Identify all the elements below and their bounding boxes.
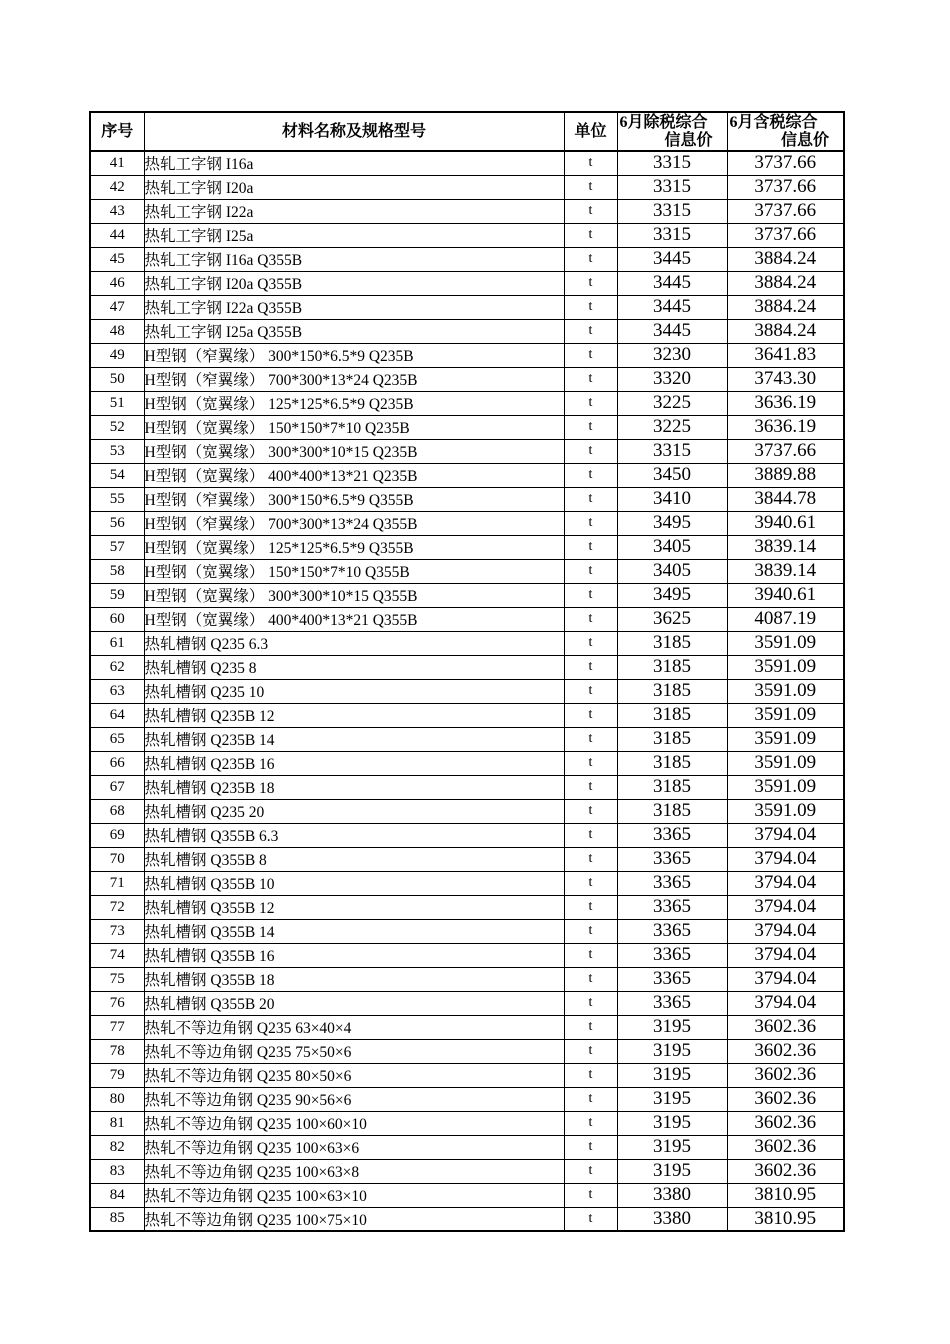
col-header-price-inctax	[727, 112, 844, 151]
cell-material-name: 热轧槽钢 Q355B 8	[144, 847, 564, 871]
cell-unit: t	[564, 943, 617, 967]
table-row	[90, 679, 844, 703]
cell-price-extax: 3195	[617, 1039, 727, 1063]
table-row	[90, 487, 844, 511]
cell-unit: t	[564, 559, 617, 583]
cell-unit: t	[564, 487, 617, 511]
cell-material-name: H型钢（宽翼缘） 400*400*13*21 Q355B	[144, 607, 564, 631]
cell-price-inctax: 3737.66	[727, 439, 844, 463]
cell-serial-number: 66	[90, 751, 144, 775]
cell-price-inctax: 3602.36	[727, 1111, 844, 1135]
cell-material-name: 热轧槽钢 Q355B 6.3	[144, 823, 564, 847]
cell-material-name: 热轧不等边角钢 Q235 63×40×4	[144, 1015, 564, 1039]
cell-serial-number: 59	[90, 583, 144, 607]
cell-serial-number: 72	[90, 895, 144, 919]
header-row	[90, 112, 844, 151]
cell-serial-number: 61	[90, 631, 144, 655]
table-row	[90, 367, 844, 391]
cell-price-extax: 3185	[617, 799, 727, 823]
cell-unit: t	[564, 703, 617, 727]
cell-price-extax: 3185	[617, 727, 727, 751]
cell-material-name: 热轧工字钢 I20a Q355B	[144, 271, 564, 295]
cell-price-extax: 3195	[617, 1159, 727, 1183]
cell-price-extax: 3365	[617, 919, 727, 943]
cell-price-extax: 3225	[617, 391, 727, 415]
cell-material-name: 热轧不等边角钢 Q235 100×60×10	[144, 1111, 564, 1135]
table-row	[90, 463, 844, 487]
cell-price-extax: 3315	[617, 175, 727, 199]
cell-price-inctax: 3591.09	[727, 799, 844, 823]
cell-price-inctax: 3794.04	[727, 847, 844, 871]
cell-serial-number: 69	[90, 823, 144, 847]
cell-material-name: 热轧工字钢 I25a	[144, 223, 564, 247]
cell-unit: t	[564, 1207, 617, 1231]
cell-material-name: 热轧工字钢 I16a Q355B	[144, 247, 564, 271]
cell-unit: t	[564, 1039, 617, 1063]
cell-price-extax: 3445	[617, 247, 727, 271]
cell-serial-number: 43	[90, 199, 144, 223]
table-row	[90, 391, 844, 415]
cell-serial-number: 48	[90, 319, 144, 343]
cell-serial-number: 46	[90, 271, 144, 295]
cell-serial-number: 62	[90, 655, 144, 679]
cell-price-inctax: 3591.09	[727, 631, 844, 655]
cell-material-name: 热轧工字钢 I22a	[144, 199, 564, 223]
cell-material-name: H型钢（窄翼缘） 700*300*13*24 Q235B	[144, 367, 564, 391]
cell-price-extax: 3445	[617, 295, 727, 319]
cell-material-name: 热轧槽钢 Q235B 12	[144, 703, 564, 727]
table-row	[90, 943, 844, 967]
cell-serial-number: 54	[90, 463, 144, 487]
cell-material-name: 热轧槽钢 Q235B 14	[144, 727, 564, 751]
cell-material-name: 热轧槽钢 Q235 8	[144, 655, 564, 679]
cell-price-inctax: 3602.36	[727, 1063, 844, 1087]
cell-price-inctax: 3940.61	[727, 583, 844, 607]
cell-material-name: 热轧槽钢 Q235B 16	[144, 751, 564, 775]
cell-unit: t	[564, 631, 617, 655]
cell-price-inctax: 3884.24	[727, 295, 844, 319]
col-header-unit: 单位	[564, 112, 617, 151]
cell-material-name: 热轧工字钢 I25a Q355B	[144, 319, 564, 343]
cell-unit: t	[564, 247, 617, 271]
cell-price-inctax: 3737.66	[727, 223, 844, 247]
cell-serial-number: 50	[90, 367, 144, 391]
cell-unit: t	[564, 1015, 617, 1039]
cell-unit: t	[564, 1135, 617, 1159]
cell-price-extax: 3315	[617, 151, 727, 175]
cell-serial-number: 42	[90, 175, 144, 199]
cell-price-extax: 3195	[617, 1063, 727, 1087]
cell-price-extax: 3365	[617, 991, 727, 1015]
cell-serial-number: 44	[90, 223, 144, 247]
cell-price-extax: 3185	[617, 751, 727, 775]
cell-serial-number: 81	[90, 1111, 144, 1135]
cell-material-name: 热轧槽钢 Q355B 18	[144, 967, 564, 991]
table-row	[90, 991, 844, 1015]
cell-unit: t	[564, 919, 617, 943]
cell-price-extax: 3185	[617, 775, 727, 799]
cell-material-name: 热轧槽钢 Q355B 10	[144, 871, 564, 895]
cell-material-name: 热轧不等边角钢 Q235 75×50×6	[144, 1039, 564, 1063]
cell-material-name: 热轧工字钢 I20a	[144, 175, 564, 199]
cell-price-extax: 3495	[617, 583, 727, 607]
cell-material-name: H型钢（窄翼缘） 700*300*13*24 Q355B	[144, 511, 564, 535]
table-row	[90, 175, 844, 199]
cell-price-inctax: 4087.19	[727, 607, 844, 631]
cell-price-extax: 3405	[617, 559, 727, 583]
cell-price-inctax: 3844.78	[727, 487, 844, 511]
cell-serial-number: 57	[90, 535, 144, 559]
cell-unit: t	[564, 223, 617, 247]
table-row	[90, 199, 844, 223]
cell-serial-number: 41	[90, 151, 144, 175]
cell-material-name: 热轧工字钢 I22a Q355B	[144, 295, 564, 319]
cell-unit: t	[564, 679, 617, 703]
cell-price-inctax: 3591.09	[727, 655, 844, 679]
table-row	[90, 343, 844, 367]
cell-price-inctax: 3602.36	[727, 1087, 844, 1111]
cell-unit: t	[564, 199, 617, 223]
cell-unit: t	[564, 511, 617, 535]
cell-price-inctax: 3602.36	[727, 1159, 844, 1183]
cell-price-inctax: 3810.95	[727, 1183, 844, 1207]
cell-price-inctax: 3794.04	[727, 991, 844, 1015]
cell-unit: t	[564, 727, 617, 751]
cell-price-extax: 3445	[617, 271, 727, 295]
cell-serial-number: 55	[90, 487, 144, 511]
cell-price-inctax: 3794.04	[727, 943, 844, 967]
table-row	[90, 535, 844, 559]
cell-price-inctax: 3839.14	[727, 535, 844, 559]
cell-serial-number: 85	[90, 1207, 144, 1231]
cell-unit: t	[564, 583, 617, 607]
cell-material-name: 热轧不等边角钢 Q235 80×50×6	[144, 1063, 564, 1087]
col-header-material-name: 材料名称及规格型号	[144, 112, 564, 151]
cell-unit: t	[564, 367, 617, 391]
cell-material-name: H型钢（宽翼缘） 300*300*10*15 Q355B	[144, 583, 564, 607]
cell-serial-number: 70	[90, 847, 144, 871]
cell-price-inctax: 3884.24	[727, 271, 844, 295]
cell-price-extax: 3185	[617, 655, 727, 679]
cell-price-extax: 3230	[617, 343, 727, 367]
cell-unit: t	[564, 1063, 617, 1087]
col-header-serial: 序号	[90, 112, 144, 151]
cell-serial-number: 80	[90, 1087, 144, 1111]
cell-unit: t	[564, 751, 617, 775]
cell-price-inctax: 3839.14	[727, 559, 844, 583]
cell-serial-number: 77	[90, 1015, 144, 1039]
cell-unit: t	[564, 439, 617, 463]
cell-price-extax: 3185	[617, 679, 727, 703]
cell-serial-number: 76	[90, 991, 144, 1015]
cell-price-extax: 3365	[617, 967, 727, 991]
cell-material-name: 热轧不等边角钢 Q235 100×63×10	[144, 1183, 564, 1207]
table-row	[90, 703, 844, 727]
cell-unit: t	[564, 655, 617, 679]
table-row	[90, 775, 844, 799]
cell-material-name: 热轧槽钢 Q235 10	[144, 679, 564, 703]
table-row	[90, 223, 844, 247]
cell-price-extax: 3225	[617, 415, 727, 439]
cell-price-extax: 3185	[617, 631, 727, 655]
cell-unit: t	[564, 319, 617, 343]
cell-serial-number: 53	[90, 439, 144, 463]
cell-price-inctax: 3889.88	[727, 463, 844, 487]
cell-price-extax: 3320	[617, 367, 727, 391]
cell-unit: t	[564, 1111, 617, 1135]
cell-material-name: H型钢（宽翼缘） 150*150*7*10 Q235B	[144, 415, 564, 439]
table-row	[90, 1159, 844, 1183]
table-row	[90, 511, 844, 535]
cell-serial-number: 73	[90, 919, 144, 943]
cell-material-name: 热轧不等边角钢 Q235 100×63×8	[144, 1159, 564, 1183]
cell-price-extax: 3410	[617, 487, 727, 511]
cell-price-extax: 3315	[617, 199, 727, 223]
cell-unit: t	[564, 799, 617, 823]
cell-price-inctax: 3810.95	[727, 1207, 844, 1231]
cell-unit: t	[564, 847, 617, 871]
cell-price-extax: 3195	[617, 1015, 727, 1039]
cell-price-inctax: 3794.04	[727, 919, 844, 943]
table-row	[90, 1183, 844, 1207]
cell-price-extax: 3445	[617, 319, 727, 343]
cell-price-inctax: 3591.09	[727, 775, 844, 799]
cell-price-inctax: 3602.36	[727, 1039, 844, 1063]
cell-price-extax: 3365	[617, 823, 727, 847]
col-header-price-inctax-line2: 信息价	[780, 131, 829, 149]
cell-unit: t	[564, 1159, 617, 1183]
cell-unit: t	[564, 775, 617, 799]
cell-price-inctax: 3591.09	[727, 727, 844, 751]
cell-price-inctax: 3636.19	[727, 415, 844, 439]
cell-material-name: 热轧不等边角钢 Q235 100×63×6	[144, 1135, 564, 1159]
table-header	[90, 112, 844, 151]
cell-serial-number: 60	[90, 607, 144, 631]
table-row	[90, 1111, 844, 1135]
cell-serial-number: 56	[90, 511, 144, 535]
table-row	[90, 247, 844, 271]
cell-unit: t	[564, 415, 617, 439]
cell-unit: t	[564, 343, 617, 367]
cell-serial-number: 84	[90, 1183, 144, 1207]
table-row	[90, 1135, 844, 1159]
cell-unit: t	[564, 871, 617, 895]
cell-unit: t	[564, 535, 617, 559]
cell-material-name: 热轧槽钢 Q355B 12	[144, 895, 564, 919]
cell-serial-number: 47	[90, 295, 144, 319]
cell-price-inctax: 3794.04	[727, 895, 844, 919]
cell-price-extax: 3450	[617, 463, 727, 487]
cell-price-extax: 3365	[617, 943, 727, 967]
cell-serial-number: 65	[90, 727, 144, 751]
table-row	[90, 319, 844, 343]
cell-price-extax: 3365	[617, 895, 727, 919]
cell-serial-number: 51	[90, 391, 144, 415]
cell-material-name: 热轧槽钢 Q355B 16	[144, 943, 564, 967]
cell-material-name: 热轧槽钢 Q235 20	[144, 799, 564, 823]
cell-unit: t	[564, 1183, 617, 1207]
cell-material-name: H型钢（宽翼缘） 125*125*6.5*9 Q355B	[144, 535, 564, 559]
cell-price-inctax: 3737.66	[727, 199, 844, 223]
cell-unit: t	[564, 1087, 617, 1111]
table-row	[90, 1015, 844, 1039]
cell-price-inctax: 3591.09	[727, 751, 844, 775]
cell-unit: t	[564, 895, 617, 919]
table-row	[90, 727, 844, 751]
cell-unit: t	[564, 175, 617, 199]
table-row	[90, 295, 844, 319]
cell-serial-number: 75	[90, 967, 144, 991]
cell-unit: t	[564, 295, 617, 319]
cell-material-name: H型钢（宽翼缘） 125*125*6.5*9 Q235B	[144, 391, 564, 415]
cell-serial-number: 45	[90, 247, 144, 271]
cell-price-extax: 3380	[617, 1207, 727, 1231]
cell-price-inctax: 3884.24	[727, 247, 844, 271]
cell-price-inctax: 3602.36	[727, 1135, 844, 1159]
col-header-price-extax-line2: 信息价	[664, 131, 713, 149]
table-row	[90, 967, 844, 991]
cell-material-name: 热轧槽钢 Q235 6.3	[144, 631, 564, 655]
table-row	[90, 895, 844, 919]
table-row	[90, 847, 844, 871]
cell-serial-number: 58	[90, 559, 144, 583]
cell-price-inctax: 3794.04	[727, 967, 844, 991]
cell-unit: t	[564, 991, 617, 1015]
table-row	[90, 607, 844, 631]
cell-serial-number: 82	[90, 1135, 144, 1159]
cell-serial-number: 71	[90, 871, 144, 895]
cell-serial-number: 52	[90, 415, 144, 439]
col-header-price-inctax-line1: 6月含税综合	[729, 113, 818, 131]
cell-price-extax: 3315	[617, 439, 727, 463]
table-row	[90, 655, 844, 679]
cell-price-extax: 3625	[617, 607, 727, 631]
cell-price-extax: 3365	[617, 847, 727, 871]
cell-material-name: H型钢（窄翼缘） 300*150*6.5*9 Q355B	[144, 487, 564, 511]
cell-price-extax: 3315	[617, 223, 727, 247]
table-row	[90, 799, 844, 823]
table-row	[90, 151, 844, 175]
cell-material-name: 热轧槽钢 Q235B 18	[144, 775, 564, 799]
cell-unit: t	[564, 463, 617, 487]
cell-price-extax: 3365	[617, 871, 727, 895]
table-row	[90, 415, 844, 439]
table-row	[90, 1087, 844, 1111]
cell-material-name: 热轧不等边角钢 Q235 100×75×10	[144, 1207, 564, 1231]
cell-price-extax: 3195	[617, 1087, 727, 1111]
table-row	[90, 1063, 844, 1087]
col-header-price-extax	[617, 112, 727, 151]
table-row	[90, 631, 844, 655]
table-row	[90, 871, 844, 895]
cell-price-inctax: 3591.09	[727, 679, 844, 703]
cell-price-extax: 3195	[617, 1111, 727, 1135]
cell-serial-number: 83	[90, 1159, 144, 1183]
cell-price-inctax: 3794.04	[727, 823, 844, 847]
cell-unit: t	[564, 271, 617, 295]
cell-price-inctax: 3636.19	[727, 391, 844, 415]
cell-material-name: 热轧槽钢 Q355B 20	[144, 991, 564, 1015]
cell-price-inctax: 3884.24	[727, 319, 844, 343]
cell-unit: t	[564, 391, 617, 415]
table-row	[90, 583, 844, 607]
cell-serial-number: 49	[90, 343, 144, 367]
table-row	[90, 823, 844, 847]
cell-unit: t	[564, 607, 617, 631]
cell-unit: t	[564, 823, 617, 847]
cell-price-extax: 3495	[617, 511, 727, 535]
cell-material-name: 热轧工字钢 I16a	[144, 151, 564, 175]
cell-material-name: H型钢（宽翼缘） 400*400*13*21 Q235B	[144, 463, 564, 487]
cell-material-name: H型钢（宽翼缘） 150*150*7*10 Q355B	[144, 559, 564, 583]
table-row	[90, 1207, 844, 1231]
cell-price-inctax: 3794.04	[727, 871, 844, 895]
cell-serial-number: 63	[90, 679, 144, 703]
cell-material-name: 热轧不等边角钢 Q235 90×56×6	[144, 1087, 564, 1111]
cell-price-inctax: 3743.30	[727, 367, 844, 391]
cell-serial-number: 78	[90, 1039, 144, 1063]
table-body	[90, 151, 844, 1231]
cell-price-extax: 3195	[617, 1135, 727, 1159]
cell-price-extax: 3405	[617, 535, 727, 559]
cell-serial-number: 67	[90, 775, 144, 799]
cell-price-inctax: 3641.83	[727, 343, 844, 367]
table-row	[90, 439, 844, 463]
cell-serial-number: 64	[90, 703, 144, 727]
table-row	[90, 919, 844, 943]
cell-serial-number: 74	[90, 943, 144, 967]
cell-material-name: H型钢（宽翼缘） 300*300*10*15 Q235B	[144, 439, 564, 463]
cell-unit: t	[564, 967, 617, 991]
cell-price-extax: 3185	[617, 703, 727, 727]
cell-price-extax: 3380	[617, 1183, 727, 1207]
cell-serial-number: 68	[90, 799, 144, 823]
cell-serial-number: 79	[90, 1063, 144, 1087]
cell-material-name: 热轧槽钢 Q355B 14	[144, 919, 564, 943]
cell-price-inctax: 3940.61	[727, 511, 844, 535]
table-row	[90, 1039, 844, 1063]
table-row	[90, 271, 844, 295]
material-price-table	[89, 111, 845, 1232]
cell-material-name: H型钢（窄翼缘） 300*150*6.5*9 Q235B	[144, 343, 564, 367]
cell-price-inctax: 3737.66	[727, 151, 844, 175]
cell-price-inctax: 3591.09	[727, 703, 844, 727]
col-header-price-extax-line1: 6月除税综合	[619, 113, 708, 131]
cell-price-inctax: 3737.66	[727, 175, 844, 199]
cell-price-inctax: 3602.36	[727, 1015, 844, 1039]
table-row	[90, 559, 844, 583]
cell-unit: t	[564, 151, 617, 175]
table-row	[90, 751, 844, 775]
